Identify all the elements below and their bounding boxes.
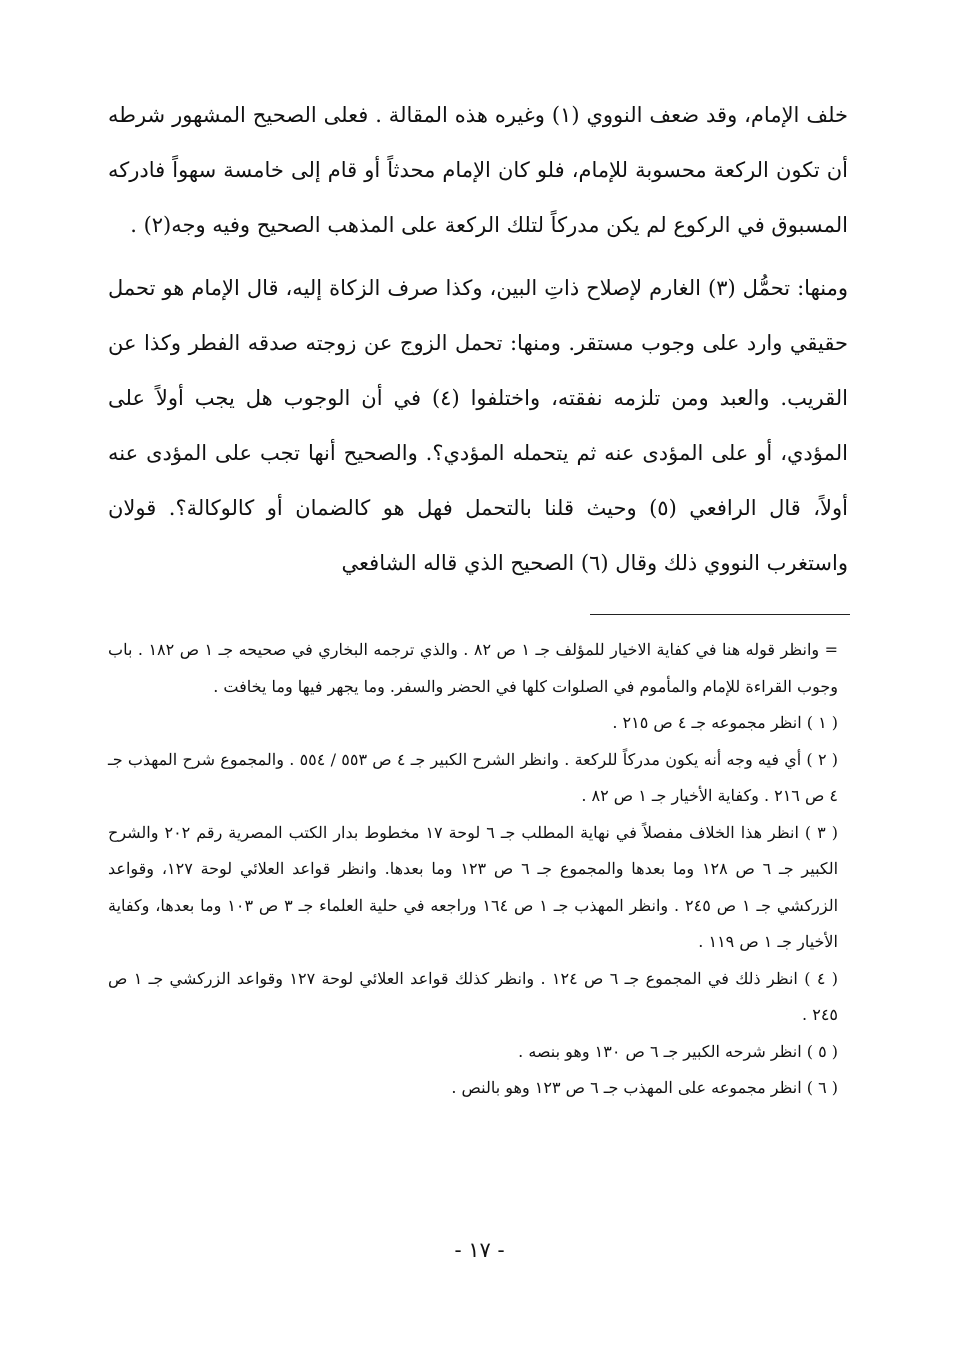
footnote-2: ( ٢ ) أي فيه وجه أنه يكون مدركاً للركعة . وانظر الشرح الكبير جـ ٤ ص ٥٥٣ / ٥٥٤ . والمجموع شرح المهذب جـ ٤ ص ٢١٦ . وكفاية الأخيار جـ ١ ص ٨٢ .: [108, 749, 839, 805]
footnotes: [108, 632, 838, 1107]
footnote-continuation: = وانظر قوله هنا في كفاية الاخيار للمؤلف جـ ١ ص ٨٢ . والذي ترجمه البخاري في صحيحه جـ ١ ص ١٨٢ . باب وجوب القراءة للإمام والمأموم في الصلوات كلها في الحضر والسفر. وما يجهر فيها وما يخافت .: [108, 640, 839, 696]
footnote-1: ( ١ ) انظر مجموعه جـ ٤ ص ٢١٥ .: [612, 713, 838, 732]
main-paragraph-2: ومنها: تحمُّل (٣) الغارم لإصلاح ذاتِ البين، وكذا صرف الزكاة إليه، قال الإمام هو تحمل حقيقي وارد على وجوب مستقر. ومنها: تحمل الزوج عن زوجته صدقه الفطر وكذا عن القريب. والعبد ومن تلزمه نفقته، واختلفوا (٤) في أن الوجوب هل يجب أولاً على المؤدي، أو على المؤدى عنه ثم يتحمله المؤدي؟. والصحيح أنها تجب على المؤدى عنه أولاً، قال الرافعي (٥) وحيث قلنا بالتحمل فهل هو كالضمان أو كالوكالة؟. قولان واستغرب النووي ذلك وقال (٦) الصحيح الذي قاله الشافعي: [108, 276, 848, 575]
footnote-4: ( ٤ ) انظر ذلك في المجموع جـ ٦ ص ١٢٤ . وانظر كذلك قواعد العلائي لوحة ١٢٧ وقواعد الزركشي جـ ١ ص ٢٤٥ .: [108, 968, 838, 1024]
footnote-3: ( ٣ ) انظر هذا الخلاف مفصلاً في نهاية المطلب جـ ٦ لوحة ١٧ مخطوط بدار الكتب المصرية رقم ٢٠٢ والشرح الكبير جـ ٦ ص ١٢٨ وما بعدها والمجموع جـ ٦ ص ١٢٣ وما بعدها. وانظر قواعد العلائي لوحة ١٢٧، وقواعد الزركشي جـ ١ ص ٢٤٥ . وانظر المهذب جـ ١ ص ١٦٤ وراجعه في حلية العلماء جـ ٣ ص ١٠٣ وما بعدها، وكفاية الأخيار جـ ١ ص ١١٩ .: [108, 822, 839, 951]
footnote-6: ( ٦ ) انظر مجموعه على المهذب جـ ٦ ص ١٢٣ وهو بالنص .: [451, 1078, 838, 1097]
footnote-5: ( ٥ ) انظر شرحه الكبير جـ ٦ ص ١٣٠ وهو بنصه .: [518, 1041, 838, 1061]
main-text: [108, 88, 848, 591]
footnote-separator: [590, 614, 850, 615]
main-paragraph-1: خلف الإمام، وقد ضعف النووي (١) وغيره هذه المقالة . فعلى الصحيح المشهور شرطه أن تكون الركعة محسوبة للإمام، فلو كان الإمام محدثاً أو قام إلى خامسة سهواً فادركه المسبوق في الركوع لم يكن مدركاً لتلك الركعة على المذهب الصحيح وفيه وجه(٢) .: [108, 103, 849, 237]
page-number: - ١٧ -: [454, 1238, 505, 1262]
